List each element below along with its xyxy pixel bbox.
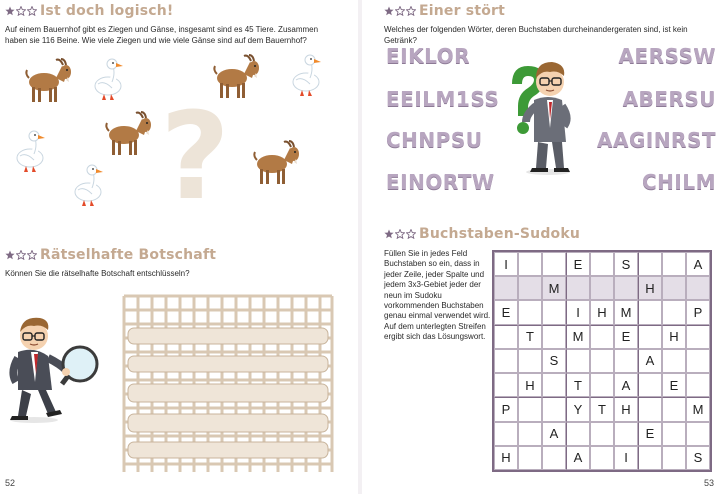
sudoku-cell[interactable] [518,300,542,324]
goose-icon [95,59,123,100]
sudoku-cell[interactable]: A [542,422,566,446]
sudoku-cell[interactable]: H [614,397,638,421]
difficulty-stars [384,6,416,16]
sudoku-cell[interactable]: P [686,300,710,324]
sudoku-cell[interactable]: A [686,252,710,276]
scrambled-word: AERSSW [618,44,716,68]
sudoku-cell[interactable] [638,300,662,324]
sudoku-cell[interactable] [566,276,590,300]
sudoku-cell[interactable] [686,325,710,349]
sudoku-cell[interactable] [638,373,662,397]
sudoku-cell[interactable]: A [614,373,638,397]
sudoku-cell[interactable] [662,397,686,421]
farm-animals-illustration [0,48,358,218]
sudoku-cell[interactable] [638,446,662,470]
hidden-message-maze [118,292,338,478]
goose-icon [293,55,321,96]
sudoku-cell[interactable] [518,276,542,300]
question-mark-icon: ? [160,88,230,218]
sudoku-cell[interactable]: E [494,300,518,324]
goat-icon [106,112,151,155]
thinking-man-illustration [504,48,584,176]
star-outline-icon [395,229,405,239]
sudoku-cell[interactable]: T [518,325,542,349]
star-outline-icon [27,6,37,16]
sudoku-cell[interactable]: S [614,252,638,276]
sudoku-cell[interactable]: M [542,276,566,300]
scrambled-word: EINORTW [386,170,495,194]
sudoku-cell[interactable] [494,373,518,397]
sudoku-cell[interactable]: H [638,276,662,300]
sudoku-cell[interactable] [590,325,614,349]
sudoku-cell[interactable] [662,349,686,373]
sudoku-cell[interactable] [614,349,638,373]
sudoku-cell[interactable] [662,422,686,446]
sudoku-cell[interactable]: P [494,397,518,421]
sudoku-cell[interactable]: E [662,373,686,397]
sudoku-cell[interactable] [686,373,710,397]
sudoku-cell[interactable] [662,252,686,276]
sudoku-cell[interactable]: S [542,349,566,373]
star-filled-icon [5,6,15,16]
sudoku-cell[interactable] [638,325,662,349]
sudoku-cell[interactable]: H [494,446,518,470]
left-page [0,0,358,494]
sudoku-cell[interactable]: T [566,373,590,397]
sudoku-cell[interactable]: H [662,325,686,349]
puzzle1-text: Auf einem Bauernhof gibt es Ziegen und Gänse, insgesamt sind es 45 Tiere. Zusammen haben sie 116 Beine. Wie viele Ziegen und wie viele Gänse sind auf dem Bauernhof? [5,25,319,45]
sudoku-cell[interactable]: A [566,446,590,470]
sudoku-cell[interactable] [590,349,614,373]
sudoku-cell[interactable] [686,422,710,446]
puzzle2-header [5,247,216,263]
sudoku-cell[interactable]: E [566,252,590,276]
sudoku-cell[interactable]: I [494,252,518,276]
scrambled-word: EIKLOR [386,44,471,68]
puzzle2-text: Können Sie die rätselhafte Botschaft entschlüsseln? [5,269,190,278]
sudoku-cell[interactable] [590,276,614,300]
sudoku-cell[interactable] [518,349,542,373]
puzzle3-title: Einer stört [419,3,506,19]
sudoku-cell[interactable] [566,349,590,373]
goose-icon [17,131,45,172]
sudoku-cell[interactable] [518,446,542,470]
puzzle1-title: Ist doch logisch! [40,3,174,19]
scrambled-word: AAGINRST [597,128,716,152]
sudoku-cell[interactable] [662,300,686,324]
puzzle2-title: Rätselhafte Botschaft [40,247,217,263]
sudoku-cell[interactable] [542,397,566,421]
difficulty-stars [384,229,416,239]
sudoku-cell[interactable]: E [614,325,638,349]
puzzle1-header [5,3,174,19]
star-filled-icon [384,229,394,239]
sudoku-cell[interactable] [590,422,614,446]
sudoku-cell[interactable]: H [518,373,542,397]
goat-icon [254,141,299,184]
star-outline-icon [27,250,37,260]
star-outline-icon [395,6,405,16]
page-number-left: 52 [5,478,16,488]
sudoku-cell[interactable]: H [590,300,614,324]
puzzle4-header [384,226,580,242]
difficulty-stars [5,250,37,260]
sudoku-cell[interactable] [638,252,662,276]
puzzle3-text: Welches der folgenden Wörter, deren Buchstaben durcheinandergeraten sind, ist kein Getränk? [384,25,688,45]
sudoku-cell[interactable]: M [566,325,590,349]
sudoku-cell[interactable] [518,397,542,421]
sudoku-cell[interactable] [638,397,662,421]
letter-sudoku-grid [492,250,712,472]
sudoku-cell[interactable] [590,252,614,276]
sudoku-cell[interactable]: I [614,446,638,470]
sudoku-cell[interactable] [494,325,518,349]
sudoku-cell[interactable] [542,252,566,276]
sudoku-cell[interactable] [494,422,518,446]
puzzle4-title: Buchstaben-Sudoku [419,226,581,242]
goose-icon [75,165,103,206]
sudoku-cell[interactable]: I [566,300,590,324]
sudoku-cell[interactable] [542,373,566,397]
right-page [362,0,720,494]
sudoku-cell[interactable] [686,276,710,300]
page-number-right: 53 [703,478,714,488]
sudoku-cell[interactable]: M [686,397,710,421]
sudoku-cell[interactable]: M [614,300,638,324]
scrambled-word: EEILM1SS [386,87,500,111]
sudoku-cell[interactable] [494,276,518,300]
star-outline-icon [16,250,26,260]
puzzle3-header [384,3,505,19]
sudoku-cell[interactable] [686,349,710,373]
sudoku-cell[interactable]: T [590,397,614,421]
sudoku-cell[interactable]: E [638,422,662,446]
sudoku-cell[interactable] [614,276,638,300]
sudoku-cell[interactable]: S [686,446,710,470]
sudoku-cell[interactable] [518,252,542,276]
star-outline-icon [406,6,416,16]
detective-man-illustration [4,312,104,424]
sudoku-cell[interactable] [542,325,566,349]
scrambled-word: CHNPSU [386,128,483,152]
star-outline-icon [16,6,26,16]
sudoku-cell[interactable] [494,349,518,373]
star-filled-icon [5,250,15,260]
sudoku-cell[interactable] [566,422,590,446]
sudoku-cell[interactable] [662,276,686,300]
difficulty-stars [5,6,37,16]
puzzle4-text: Füllen Sie in jedes Feld Buchstaben so ein, dass in jeder Zeile, jeder Spalte und jedem 3x3-Gebiet jeder der neun im Sudoku vorkommenden Buchstaben genau einmal verwendet wird. Auf dem unterlegten Streifen ergibt sich das Lösungswort. [384,249,491,342]
sudoku-cell[interactable] [662,446,686,470]
sudoku-cell[interactable]: Y [566,397,590,421]
scrambled-word: CHILM [641,170,716,194]
star-outline-icon [406,229,416,239]
sudoku-cell[interactable]: A [638,349,662,373]
sudoku-cell[interactable] [542,446,566,470]
sudoku-cell[interactable] [518,422,542,446]
sudoku-cell[interactable] [590,373,614,397]
sudoku-cell[interactable] [614,422,638,446]
sudoku-cell[interactable] [542,300,566,324]
star-filled-icon [384,6,394,16]
sudoku-cell[interactable] [590,446,614,470]
scrambled-word: ABERSU [622,87,716,111]
goat-icon [26,59,71,102]
